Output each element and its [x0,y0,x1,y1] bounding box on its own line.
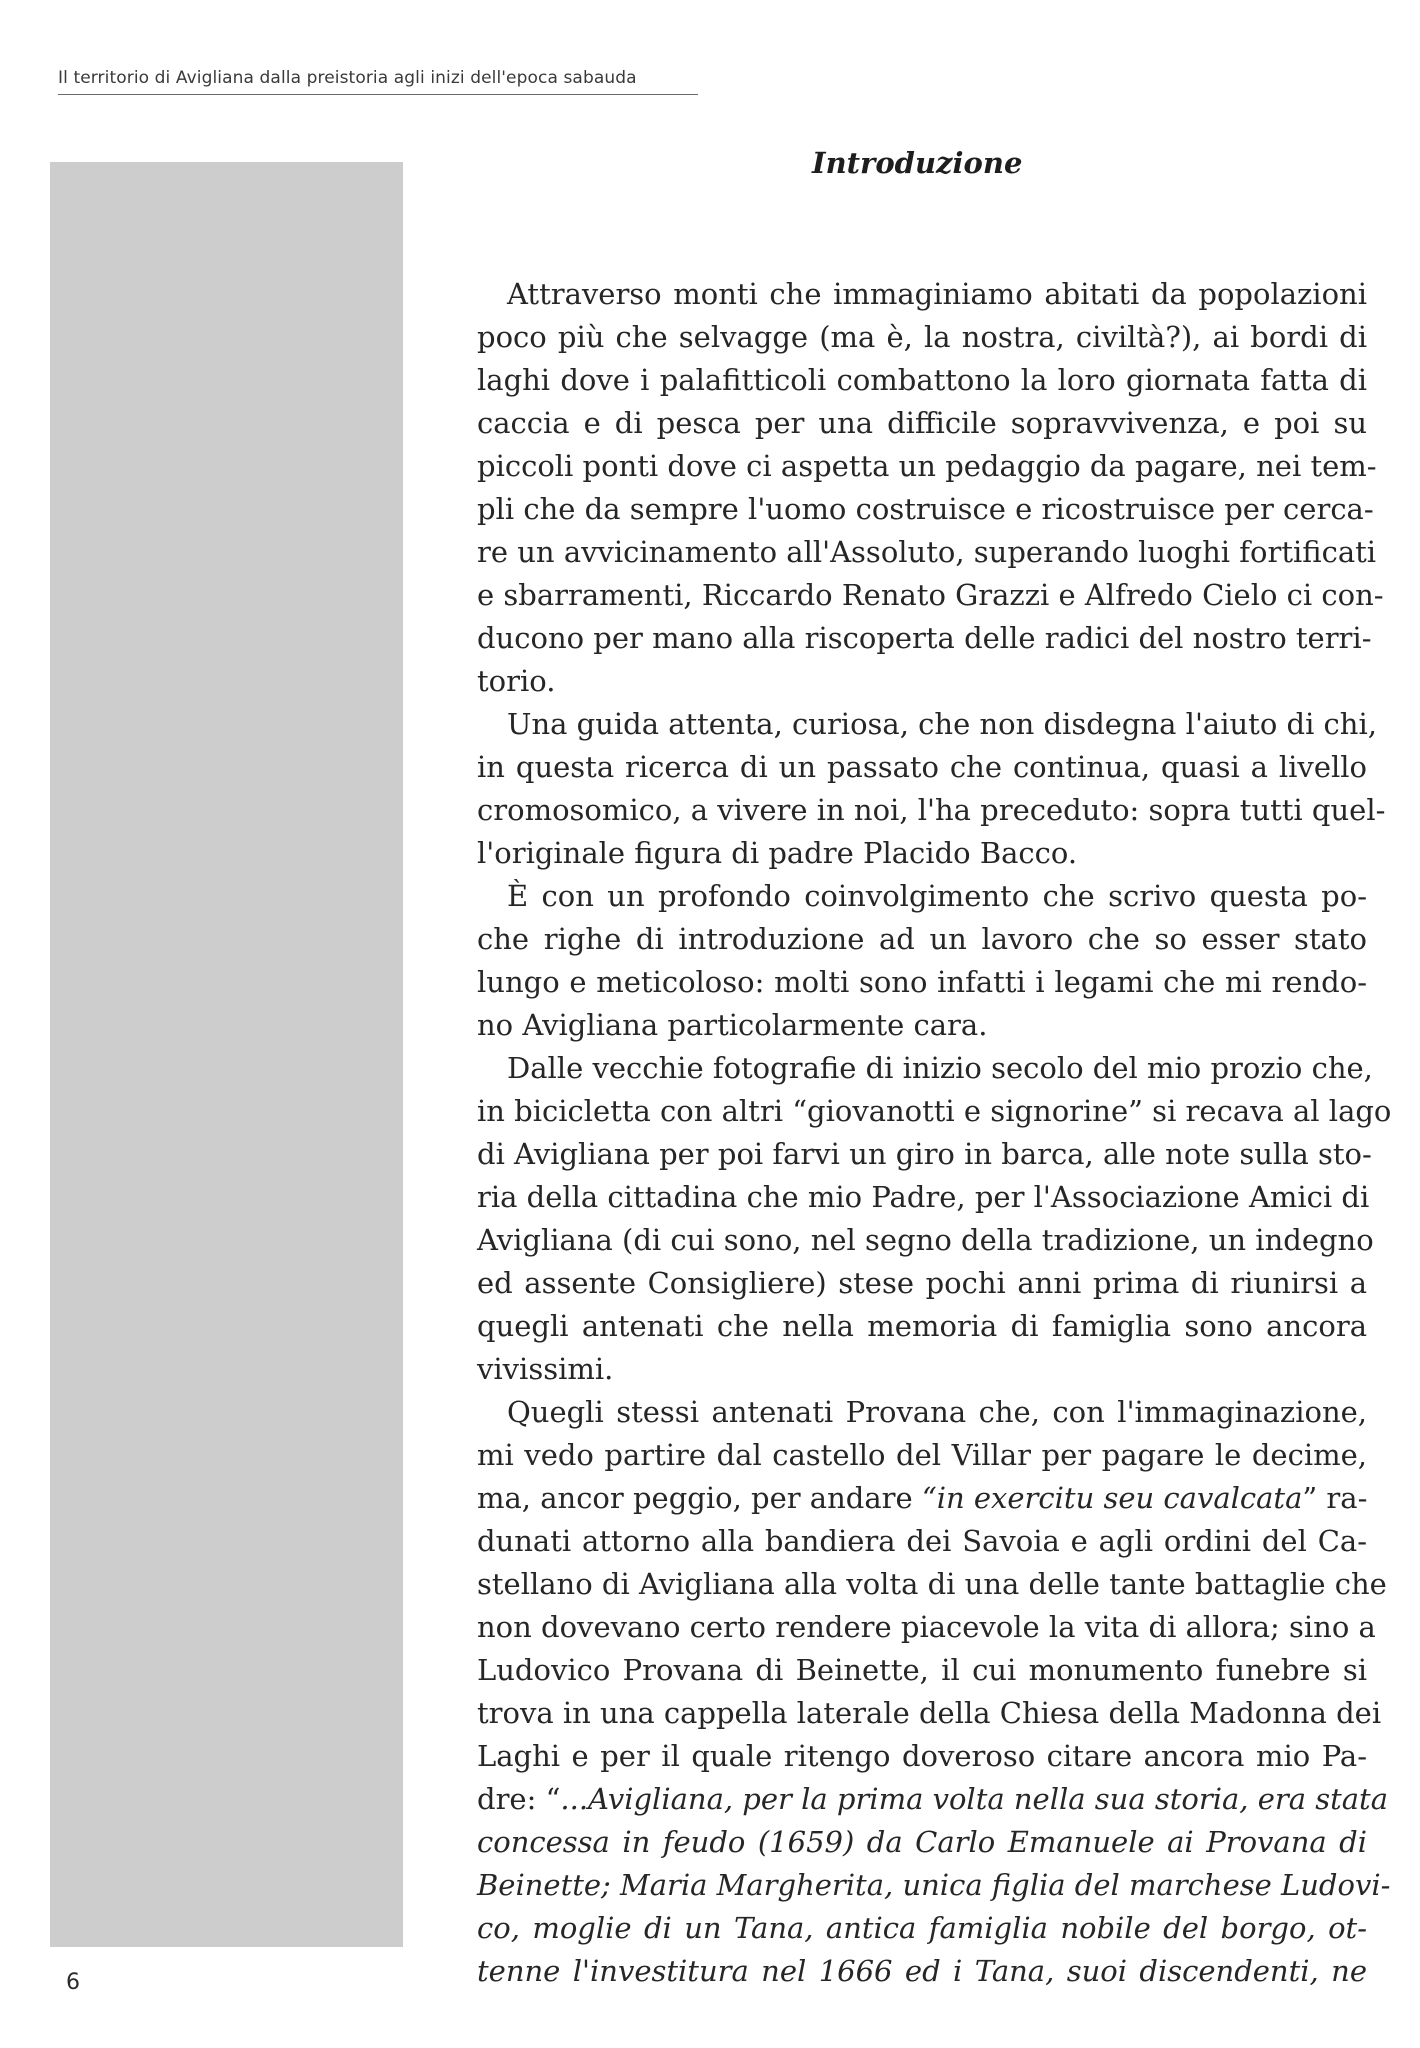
text-line: vivissimi. [477,1352,614,1386]
text-line [477,1778,1388,1821]
text-line: l'originale figura di padre Placido Bacco. [477,836,1078,870]
text-segment: ” ra- [1302,1481,1368,1515]
paragraph-5 [477,1391,1391,1993]
text-line: Attraverso monti che immaginiamo abitati da popolazioni [507,277,1367,311]
text-line: in bicicletta con altri “giovanotti e signorine” si recava al lago [477,1094,1392,1128]
text-segment: in exercitu seu cavalcata [936,1481,1303,1515]
text-line: di Avigliana per poi farvi un giro in barca, alle note sulla sto- [477,1137,1372,1171]
quotation-line: tenne l'investitura nel 1666 ed i Tana, suoi discendenti, ne [477,1954,1367,1988]
text-line: È con un profondo coinvolgimento che scrivo questa po- [507,879,1367,913]
text-line: cromosomico, a vivere in noi, l'ha preceduto: sopra tutti quel- [477,793,1386,827]
text-line: ducono per mano alla riscoperta delle radici del nostro terri- [477,621,1372,655]
section-title: Introduzione [812,146,1023,180]
text-line: Avigliana (di cui sono, nel segno della tradizione, un indegno [477,1223,1374,1257]
text-line: no Avigliana particolarmente cara. [477,1008,988,1042]
quoted-latin-phrase: “in exercitu seu cavalcata [921,1481,1303,1515]
text-line: Laghi e per il quale ritengo doveroso citare ancora mio Pa- [477,1739,1367,1773]
text-line: ed assente Consigliere) stese pochi anni prima di riunirsi a [477,1266,1367,1300]
text-line: caccia e di pesca per una difficile sopravvivenza, e poi su [477,406,1367,440]
text-line: torio. [477,664,556,698]
paragraph-2 [477,703,1386,875]
text-line: e sbarramenti, Riccardo Renato Grazzi e Alfredo Cielo ci con- [477,578,1384,612]
paragraph-4 [477,1047,1392,1391]
text-line: stellano di Avigliana alla volta di una delle tante battaglie che [477,1567,1387,1601]
text-line: Quegli stessi antenati Provana che, con l'immaginazione, [507,1395,1367,1429]
text-line: laghi dove i palafitticoli combattono la loro giornata fatta di [477,363,1367,397]
text-line: non dovevano certo rendere piacevole la vita di allora; sino a [477,1610,1376,1644]
quotation-line: co, moglie di un Tana, antica famiglia nobile del borgo, ot- [477,1911,1367,1945]
text-line: ria della cittadina che mio Padre, per l'Associazione Amici di [477,1180,1370,1214]
body-text [477,273,1392,1993]
text-line: trova in una cappella laterale della Chiesa della Madonna dei [477,1696,1382,1730]
quotation-segment: ...Avigliana, per la prima volta nella sua storia, era stata [560,1782,1388,1816]
text-line: quegli antenati che nella memoria di famiglia sono ancora [477,1309,1367,1343]
text-line: pli che da sempre l'uomo costruisce e ricostruisce per cerca- [477,492,1374,526]
text-segment: dre: “ [477,1782,561,1816]
text-line: Dalle vecchie fotografie di inizio secolo del mio prozio che, [507,1051,1373,1085]
text-line: piccoli ponti dove ci aspetta un pedaggio da pagare, nei tem- [477,449,1377,483]
text-line: mi vedo partire dal castello del Villar per pagare le decime, [477,1438,1367,1472]
text-line: che righe di introduzione ad un lavoro che so esser stato [477,922,1367,956]
text-line: dunati attorno alla bandiera dei Savoia e agli ordini del Ca- [477,1524,1367,1558]
gray-side-panel [50,162,403,1947]
page-number: 6 [66,1970,80,1995]
text-line: Una guida attenta, curiosa, che non disdegna l'aiuto di chi, [507,707,1377,741]
text-line: poco più che selvagge (ma è, la nostra, civiltà?), ai bordi di [477,320,1367,354]
paragraph-1 [477,273,1384,703]
text-line [477,1477,1367,1520]
text-line: in questa ricerca di un passato che continua, quasi a livello [477,750,1367,784]
paragraph-3 [477,875,1367,1047]
text-line: lungo e meticoloso: molti sono infatti i legami che mi rendo- [477,965,1367,999]
text-segment: ma, ancor peggio, per andare [477,1481,922,1515]
quotation-line: Beinette; Maria Margherita, unica figlia del marchese Ludovi- [477,1868,1391,1902]
quotation-line: concessa in feudo (1659) da Carlo Emanuele ai Provana di [477,1825,1367,1859]
running-header: Il territorio di Avigliana dalla preistoria agli inizi dell'epoca sabauda [58,68,698,95]
text-line: re un avvicinamento all'Assoluto, superando luoghi fortificati [477,535,1377,569]
text-line: Ludovico Provana di Beinette, il cui monumento funebre si [477,1653,1367,1687]
